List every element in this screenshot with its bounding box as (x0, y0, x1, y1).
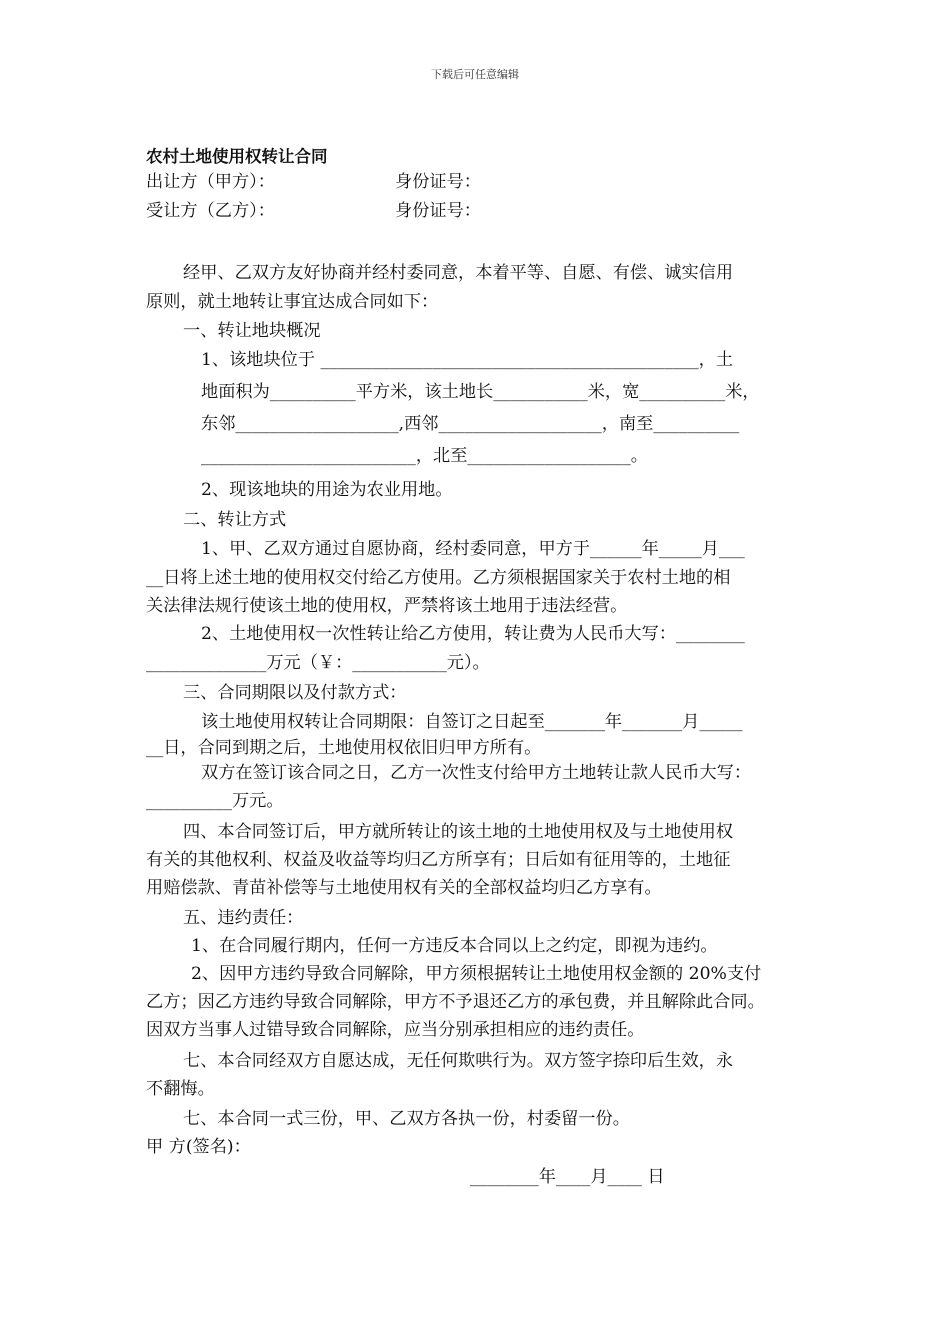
section5-heading: 五、违约责任： (183, 908, 304, 928)
section1-heading: 一、转让地块概况 (183, 321, 321, 341)
party-a-id-label: 身份证号： (395, 172, 481, 192)
document-title: 农村土地使用权转让合同 (146, 147, 328, 166)
section3-line: 该土地使用权转让合同期限：自签订之日起至_______年_______月_____ (201, 712, 743, 732)
section2-line: ______________万元（￥：___________元）。 (146, 653, 490, 673)
section3-heading: 三、合同期限以及付款方式： (183, 683, 407, 703)
section1-line: 地面积为__________平方米，该土地长___________米，宽__________米， (201, 382, 760, 402)
party-b-id-label: 身份证号： (395, 201, 481, 221)
section1-line: 1、该地块位于 ____________________________________________，土 (201, 350, 734, 370)
section5-line: 2、因甲方违约导致合同解除，甲方须根据转让土地使用权金额的 20%支付 (191, 964, 762, 984)
section2-heading: 二、转让方式 (183, 510, 287, 530)
section7-copies: 七、本合同一式三份，甲、乙双方各执一份，村委留一份。 (183, 1109, 630, 1129)
section4-line: 用赔偿款、青苗补偿等与土地使用权有关的全部权益均归乙方享有。 (146, 878, 662, 898)
date-line: ________年____月____ 日 (470, 1167, 665, 1187)
section2-line: __日将上述土地的使用权交付给乙方使用。乙方须根据国家关于农村土地的相 (146, 568, 731, 588)
section2-line: 关法律法规行使该土地的使用权，严禁将该土地用于违法经营。 (146, 596, 628, 616)
section5-line: 乙方；因乙方违约导致合同解除，甲方不予退还乙方的承包费，并且解除此合同。 (146, 992, 765, 1012)
section7-line: 不翻悔。 (146, 1079, 215, 1099)
section3-line: __________万元。 (146, 791, 284, 811)
signature-label: 甲 方(签名)： (146, 1137, 251, 1157)
party-a-label: 出让方（甲方）： (146, 172, 275, 192)
intro-line: 原则，就土地转让事宜达成合同如下： (146, 292, 439, 312)
section2-line: 1、甲、乙双方通过自愿协商，经村委同意，甲方于______年_____月___ (201, 539, 745, 559)
section4-line: 四、本合同签订后，甲方就所转让的该土地的土地使用权及与土地使用权 (183, 822, 734, 842)
section3-line: __日，合同到期之后，土地使用权依旧归甲方所有。 (146, 738, 542, 758)
section5-line: 1、在合同履行期内，任何一方违反本合同以上之约定，即视为违约。 (191, 936, 718, 956)
section5-line: 因双方当事人过错导致合同解除，应当分别承担相应的违约责任。 (146, 1020, 645, 1040)
section1-line: _________________________，北至___________________。 (201, 446, 648, 466)
section4-line: 有关的其他权利、权益及收益等均归乙方所享有；日后如有征用等的，土地征 (146, 850, 731, 870)
section7-line: 七、本合同经双方自愿达成，无任何欺哄行为。双方签字捺印后生效，永 (183, 1051, 734, 1071)
party-b-label: 受让方（乙方）： (146, 201, 275, 221)
header-note: 下载后可任意编辑 (431, 68, 519, 81)
section3-line: 双方在签订该合同之日，乙方一次性支付给甲方土地转让款人民币大写： (201, 763, 752, 783)
intro-line: 经甲、乙双方友好协商并经村委同意，本着平等、自愿、有偿、诚实信用 (183, 263, 734, 283)
section2-line: 2、土地使用权一次性转让给乙方使用，转让费为人民币大写：________ (201, 624, 745, 644)
section1-line: 2、现该地块的用途为农业用地。 (201, 480, 453, 500)
section1-line: 东邻___________________,西邻___________________，南至__________ (201, 414, 740, 434)
